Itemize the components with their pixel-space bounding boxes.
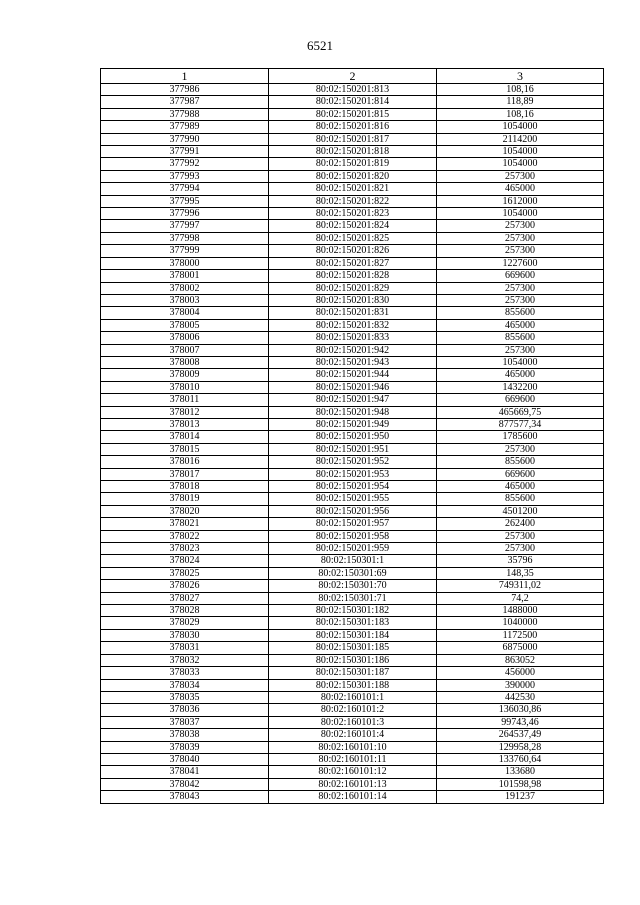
value-cell: 133680 bbox=[437, 766, 604, 778]
cadastral-number-cell: 80:02:150201:832 bbox=[269, 319, 437, 331]
value-cell: 1054000 bbox=[437, 356, 604, 368]
row-number-cell: 378039 bbox=[101, 741, 269, 753]
row-number-cell: 378025 bbox=[101, 567, 269, 579]
value-cell: 257300 bbox=[437, 220, 604, 232]
table-row bbox=[101, 108, 604, 120]
cadastral-number-cell: 80:02:150201:818 bbox=[269, 146, 437, 158]
value-cell: 1054000 bbox=[437, 158, 604, 170]
cadastral-number-cell: 80:02:150201:952 bbox=[269, 456, 437, 468]
row-number-cell: 378038 bbox=[101, 729, 269, 741]
value-cell: 1785600 bbox=[437, 431, 604, 443]
cadastral-number-cell: 80:02:150201:817 bbox=[269, 133, 437, 145]
cadastral-number-cell: 80:02:150201:948 bbox=[269, 406, 437, 418]
cadastral-number-cell: 80:02:150301:186 bbox=[269, 654, 437, 666]
value-cell: 148,35 bbox=[437, 567, 604, 579]
row-number-cell: 378022 bbox=[101, 530, 269, 542]
table-row bbox=[101, 146, 604, 158]
cadastral-number-cell: 80:02:150201:823 bbox=[269, 208, 437, 220]
cadastral-number-cell: 80:02:150201:831 bbox=[269, 307, 437, 319]
value-cell: 465669,75 bbox=[437, 406, 604, 418]
table-row bbox=[101, 493, 604, 505]
table-row bbox=[101, 121, 604, 133]
value-cell: 390000 bbox=[437, 679, 604, 691]
value-cell: 877577,34 bbox=[437, 418, 604, 430]
value-cell: 465000 bbox=[437, 183, 604, 195]
table-row bbox=[101, 654, 604, 666]
value-cell: 262400 bbox=[437, 518, 604, 530]
table-row bbox=[101, 543, 604, 555]
value-cell: 1227600 bbox=[437, 257, 604, 269]
value-cell: 749311,02 bbox=[437, 580, 604, 592]
row-number-cell: 378013 bbox=[101, 418, 269, 430]
cadastral-number-cell: 80:02:150201:822 bbox=[269, 195, 437, 207]
table-row bbox=[101, 418, 604, 430]
row-number-cell: 378019 bbox=[101, 493, 269, 505]
cadastral-number-cell: 80:02:150201:954 bbox=[269, 481, 437, 493]
table-row bbox=[101, 84, 604, 96]
cadastral-number-cell: 80:02:150301:70 bbox=[269, 580, 437, 592]
value-cell: 456000 bbox=[437, 667, 604, 679]
table-row bbox=[101, 170, 604, 182]
cadastral-number-cell: 80:02:150301:69 bbox=[269, 567, 437, 579]
cadastral-number-cell: 80:02:150201:950 bbox=[269, 431, 437, 443]
table-row bbox=[101, 642, 604, 654]
row-number-cell: 378004 bbox=[101, 307, 269, 319]
table-row bbox=[101, 270, 604, 282]
row-number-cell: 378005 bbox=[101, 319, 269, 331]
cadastral-number-cell: 80:02:150201:829 bbox=[269, 282, 437, 294]
value-cell: 863052 bbox=[437, 654, 604, 666]
table-row bbox=[101, 208, 604, 220]
value-cell: 442530 bbox=[437, 691, 604, 703]
cadastral-number-cell: 80:02:150301:183 bbox=[269, 617, 437, 629]
table-row bbox=[101, 456, 604, 468]
row-number-cell: 378037 bbox=[101, 716, 269, 728]
value-cell: 257300 bbox=[437, 543, 604, 555]
table-row bbox=[101, 667, 604, 679]
row-number-cell: 377986 bbox=[101, 84, 269, 96]
value-cell: 129958,28 bbox=[437, 741, 604, 753]
row-number-cell: 378040 bbox=[101, 753, 269, 765]
value-cell: 465000 bbox=[437, 369, 604, 381]
cadastral-number-cell: 80:02:160101:11 bbox=[269, 753, 437, 765]
row-number-cell: 378043 bbox=[101, 791, 269, 803]
table-row bbox=[101, 617, 604, 629]
cadastral-number-cell: 80:02:150201:946 bbox=[269, 381, 437, 393]
cadastral-number-cell: 80:02:150301:187 bbox=[269, 667, 437, 679]
row-number-cell: 378035 bbox=[101, 691, 269, 703]
row-number-cell: 378029 bbox=[101, 617, 269, 629]
row-number-cell: 378015 bbox=[101, 443, 269, 455]
cadastral-number-cell: 80:02:150201:833 bbox=[269, 332, 437, 344]
table-row bbox=[101, 592, 604, 604]
value-cell: 1432200 bbox=[437, 381, 604, 393]
row-number-cell: 377999 bbox=[101, 245, 269, 257]
value-cell: 257300 bbox=[437, 344, 604, 356]
value-cell: 99743,46 bbox=[437, 716, 604, 728]
value-cell: 1612000 bbox=[437, 195, 604, 207]
value-cell: 257300 bbox=[437, 170, 604, 182]
row-number-cell: 377991 bbox=[101, 146, 269, 158]
table-row bbox=[101, 406, 604, 418]
value-cell: 2114200 bbox=[437, 133, 604, 145]
cadastral-number-cell: 80:02:150201:828 bbox=[269, 270, 437, 282]
table-row bbox=[101, 704, 604, 716]
row-number-cell: 378032 bbox=[101, 654, 269, 666]
row-number-cell: 378026 bbox=[101, 580, 269, 592]
row-number-cell: 378001 bbox=[101, 270, 269, 282]
cadastral-number-cell: 80:02:150201:953 bbox=[269, 468, 437, 480]
value-cell: 257300 bbox=[437, 530, 604, 542]
cadastral-number-cell: 80:02:150201:957 bbox=[269, 518, 437, 530]
table-row bbox=[101, 158, 604, 170]
table-row bbox=[101, 394, 604, 406]
row-number-cell: 377996 bbox=[101, 208, 269, 220]
cadastral-number-cell: 80:02:150201:821 bbox=[269, 183, 437, 195]
table-row bbox=[101, 220, 604, 232]
row-number-cell: 378042 bbox=[101, 778, 269, 790]
table-row bbox=[101, 195, 604, 207]
row-number-cell: 378008 bbox=[101, 356, 269, 368]
value-cell: 108,16 bbox=[437, 84, 604, 96]
table-header-row bbox=[101, 69, 604, 84]
value-cell: 133760,64 bbox=[437, 753, 604, 765]
value-cell: 855600 bbox=[437, 493, 604, 505]
row-number-cell: 377987 bbox=[101, 96, 269, 108]
cadastral-number-cell: 80:02:150201:942 bbox=[269, 344, 437, 356]
value-cell: 1488000 bbox=[437, 605, 604, 617]
row-number-cell: 378000 bbox=[101, 257, 269, 269]
cadastral-number-cell: 80:02:160101:12 bbox=[269, 766, 437, 778]
cadastral-number-cell: 80:02:150201:949 bbox=[269, 418, 437, 430]
table-row bbox=[101, 691, 604, 703]
column-header-number: 1 bbox=[101, 69, 269, 84]
cadastral-value-table bbox=[100, 68, 604, 804]
table-row bbox=[101, 729, 604, 741]
row-number-cell: 378031 bbox=[101, 642, 269, 654]
table-row bbox=[101, 369, 604, 381]
value-cell: 6875000 bbox=[437, 642, 604, 654]
row-number-cell: 378034 bbox=[101, 679, 269, 691]
row-number-cell: 378014 bbox=[101, 431, 269, 443]
cadastral-number-cell: 80:02:150201:813 bbox=[269, 84, 437, 96]
cadastral-number-cell: 80:02:150201:816 bbox=[269, 121, 437, 133]
table-row bbox=[101, 629, 604, 641]
value-cell: 669600 bbox=[437, 468, 604, 480]
table-row bbox=[101, 679, 604, 691]
row-number-cell: 377992 bbox=[101, 158, 269, 170]
cadastral-number-cell: 80:02:150201:955 bbox=[269, 493, 437, 505]
table-row bbox=[101, 431, 604, 443]
value-cell: 257300 bbox=[437, 232, 604, 244]
cadastral-number-cell: 80:02:150301:184 bbox=[269, 629, 437, 641]
row-number-cell: 378027 bbox=[101, 592, 269, 604]
table-row bbox=[101, 381, 604, 393]
value-cell: 4501200 bbox=[437, 505, 604, 517]
row-number-cell: 377998 bbox=[101, 232, 269, 244]
row-number-cell: 378024 bbox=[101, 555, 269, 567]
cadastral-number-cell: 80:02:150201:830 bbox=[269, 294, 437, 306]
cadastral-number-cell: 80:02:160101:3 bbox=[269, 716, 437, 728]
table-row bbox=[101, 133, 604, 145]
row-number-cell: 378003 bbox=[101, 294, 269, 306]
row-number-cell: 378018 bbox=[101, 481, 269, 493]
cadastral-number-cell: 80:02:160101:4 bbox=[269, 729, 437, 741]
row-number-cell: 377997 bbox=[101, 220, 269, 232]
row-number-cell: 377989 bbox=[101, 121, 269, 133]
cadastral-number-cell: 80:02:150201:814 bbox=[269, 96, 437, 108]
value-cell: 74,2 bbox=[437, 592, 604, 604]
cadastral-number-cell: 80:02:150201:944 bbox=[269, 369, 437, 381]
table-row bbox=[101, 468, 604, 480]
cadastral-number-cell: 80:02:150201:820 bbox=[269, 170, 437, 182]
table-row bbox=[101, 443, 604, 455]
value-cell: 669600 bbox=[437, 394, 604, 406]
row-number-cell: 377995 bbox=[101, 195, 269, 207]
cadastral-number-cell: 80:02:150201:943 bbox=[269, 356, 437, 368]
cadastral-number-cell: 80:02:150301:1 bbox=[269, 555, 437, 567]
column-header-cadastral-number: 2 bbox=[269, 69, 437, 84]
table-row bbox=[101, 741, 604, 753]
row-number-cell: 377994 bbox=[101, 183, 269, 195]
cadastral-number-cell: 80:02:150301:188 bbox=[269, 679, 437, 691]
table-row bbox=[101, 356, 604, 368]
table-row bbox=[101, 481, 604, 493]
row-number-cell: 378010 bbox=[101, 381, 269, 393]
cadastral-number-cell: 80:02:150301:71 bbox=[269, 592, 437, 604]
cadastral-number-cell: 80:02:160101:13 bbox=[269, 778, 437, 790]
row-number-cell: 378020 bbox=[101, 505, 269, 517]
value-cell: 191237 bbox=[437, 791, 604, 803]
cadastral-number-cell: 80:02:150201:956 bbox=[269, 505, 437, 517]
value-cell: 855600 bbox=[437, 456, 604, 468]
table-row bbox=[101, 778, 604, 790]
value-cell: 465000 bbox=[437, 319, 604, 331]
table-row bbox=[101, 753, 604, 765]
row-number-cell: 378030 bbox=[101, 629, 269, 641]
value-cell: 1172500 bbox=[437, 629, 604, 641]
cadastral-number-cell: 80:02:160101:1 bbox=[269, 691, 437, 703]
page-number: 6521 bbox=[307, 38, 333, 53]
table-row bbox=[101, 257, 604, 269]
cadastral-number-cell: 80:02:150201:815 bbox=[269, 108, 437, 120]
cadastral-number-cell: 80:02:150301:182 bbox=[269, 605, 437, 617]
row-number-cell: 378012 bbox=[101, 406, 269, 418]
table-row bbox=[101, 518, 604, 530]
value-cell: 1040000 bbox=[437, 617, 604, 629]
row-number-cell: 378023 bbox=[101, 543, 269, 555]
row-number-cell: 377993 bbox=[101, 170, 269, 182]
value-cell: 1054000 bbox=[437, 146, 604, 158]
table-row bbox=[101, 245, 604, 257]
cadastral-number-cell: 80:02:150201:951 bbox=[269, 443, 437, 455]
cadastral-number-cell: 80:02:150201:827 bbox=[269, 257, 437, 269]
value-cell: 855600 bbox=[437, 332, 604, 344]
table-row bbox=[101, 766, 604, 778]
table-row bbox=[101, 605, 604, 617]
row-number-cell: 378028 bbox=[101, 605, 269, 617]
row-number-cell: 378016 bbox=[101, 456, 269, 468]
value-cell: 118,89 bbox=[437, 96, 604, 108]
table-row bbox=[101, 580, 604, 592]
table-row bbox=[101, 183, 604, 195]
row-number-cell: 378011 bbox=[101, 394, 269, 406]
table-row bbox=[101, 791, 604, 803]
value-cell: 257300 bbox=[437, 245, 604, 257]
table-row bbox=[101, 232, 604, 244]
value-cell: 257300 bbox=[437, 294, 604, 306]
table-row bbox=[101, 294, 604, 306]
value-cell: 257300 bbox=[437, 282, 604, 294]
cadastral-number-cell: 80:02:150201:824 bbox=[269, 220, 437, 232]
row-number-cell: 378006 bbox=[101, 332, 269, 344]
table-row bbox=[101, 96, 604, 108]
value-cell: 1054000 bbox=[437, 121, 604, 133]
row-number-cell: 378007 bbox=[101, 344, 269, 356]
table-row bbox=[101, 716, 604, 728]
row-number-cell: 378036 bbox=[101, 704, 269, 716]
cadastral-number-cell: 80:02:150301:185 bbox=[269, 642, 437, 654]
cadastral-number-cell: 80:02:160101:10 bbox=[269, 741, 437, 753]
cadastral-number-cell: 80:02:150201:958 bbox=[269, 530, 437, 542]
value-cell: 108,16 bbox=[437, 108, 604, 120]
table-row bbox=[101, 319, 604, 331]
table-row bbox=[101, 567, 604, 579]
cadastral-number-cell: 80:02:150201:959 bbox=[269, 543, 437, 555]
table-row bbox=[101, 505, 604, 517]
row-number-cell: 377990 bbox=[101, 133, 269, 145]
value-cell: 264537,49 bbox=[437, 729, 604, 741]
table-row bbox=[101, 344, 604, 356]
cadastral-number-cell: 80:02:150201:826 bbox=[269, 245, 437, 257]
table-body bbox=[101, 84, 604, 804]
cadastral-number-cell: 80:02:160101:2 bbox=[269, 704, 437, 716]
table-row bbox=[101, 307, 604, 319]
cadastral-number-cell: 80:02:150201:947 bbox=[269, 394, 437, 406]
table-row bbox=[101, 332, 604, 344]
row-number-cell: 378017 bbox=[101, 468, 269, 480]
table-row bbox=[101, 282, 604, 294]
column-header-value: 3 bbox=[437, 69, 604, 84]
value-cell: 1054000 bbox=[437, 208, 604, 220]
row-number-cell: 378033 bbox=[101, 667, 269, 679]
value-cell: 257300 bbox=[437, 443, 604, 455]
row-number-cell: 378021 bbox=[101, 518, 269, 530]
cadastral-number-cell: 80:02:150201:819 bbox=[269, 158, 437, 170]
row-number-cell: 378002 bbox=[101, 282, 269, 294]
value-cell: 136030,86 bbox=[437, 704, 604, 716]
cadastral-number-cell: 80:02:150201:825 bbox=[269, 232, 437, 244]
table-row bbox=[101, 555, 604, 567]
row-number-cell: 378009 bbox=[101, 369, 269, 381]
value-cell: 35796 bbox=[437, 555, 604, 567]
table-row bbox=[101, 530, 604, 542]
row-number-cell: 378041 bbox=[101, 766, 269, 778]
cadastral-number-cell: 80:02:160101:14 bbox=[269, 791, 437, 803]
value-cell: 855600 bbox=[437, 307, 604, 319]
value-cell: 669600 bbox=[437, 270, 604, 282]
value-cell: 465000 bbox=[437, 481, 604, 493]
row-number-cell: 377988 bbox=[101, 108, 269, 120]
value-cell: 101598,98 bbox=[437, 778, 604, 790]
